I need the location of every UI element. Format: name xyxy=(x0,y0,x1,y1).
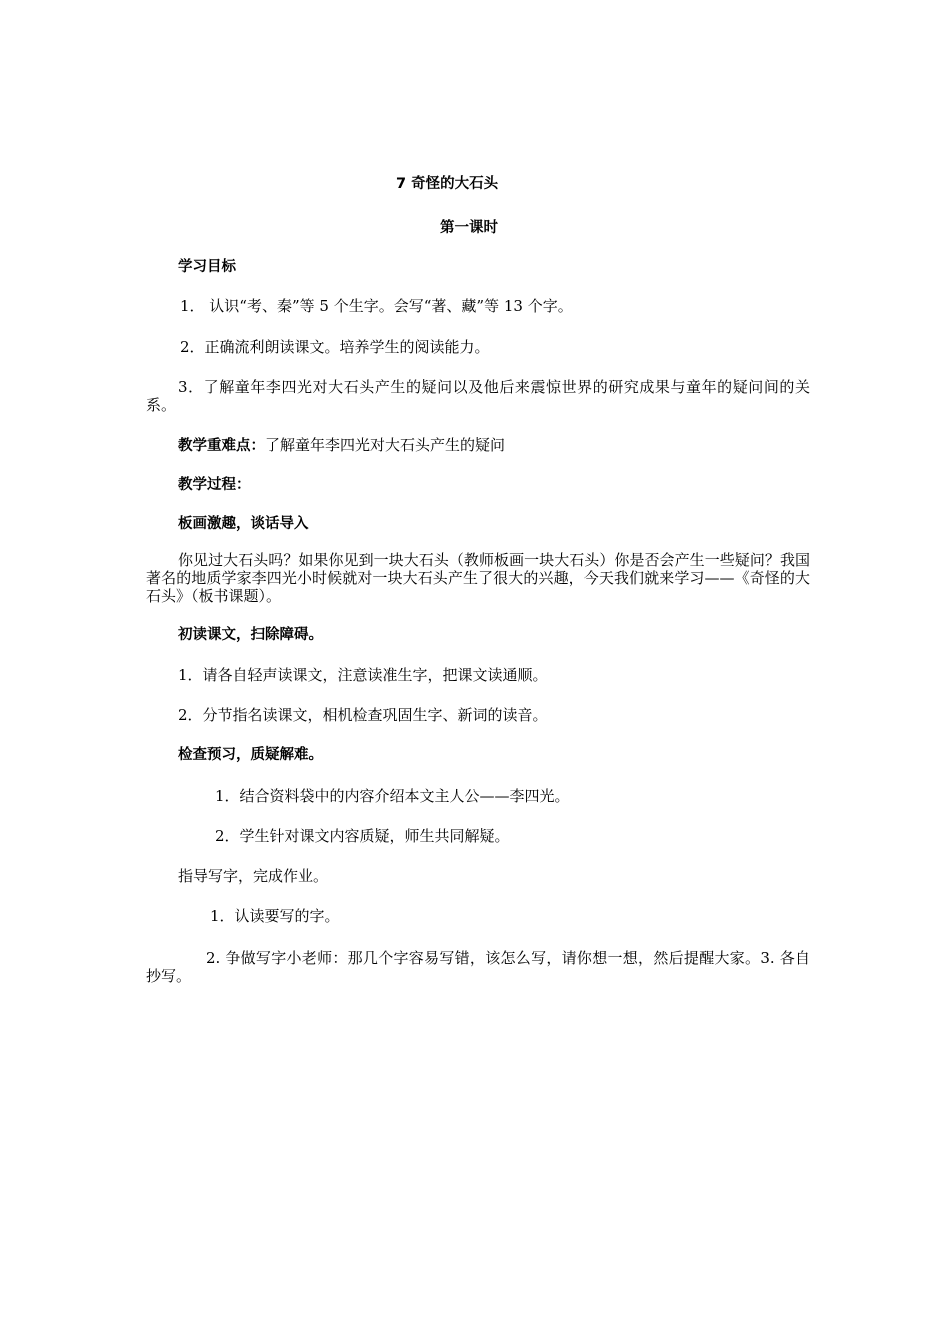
objective-2: 2．正确流利朗读课文。培养学生的阅读能力。 xyxy=(180,338,490,356)
section-1-heading: 板画激趣，谈话导入 xyxy=(178,516,309,532)
document-title: 7 奇怪的大石头 xyxy=(396,176,499,192)
section-2-item-1: 1．请各自轻声读课文，注意读准生字，把课文读通顺。 xyxy=(178,666,548,684)
section-3-heading: 检查预习，质疑解难。 xyxy=(178,747,323,763)
process-heading: 教学过程： xyxy=(178,477,251,493)
section-4-item-1: 1．认读要写的字。 xyxy=(210,907,340,925)
objectives-heading: 学习目标 xyxy=(178,259,236,275)
section-2-item-2: 2．分节指名读课文，相机检查巩固生字、新词的读音。 xyxy=(178,706,548,724)
section-3-item-1: 1．结合资料袋中的内容介绍本文主人公——李四光。 xyxy=(215,787,570,805)
section-2-heading: 初读课文，扫除障碍。 xyxy=(178,627,323,643)
section-3-item-2: 2．学生针对课文内容质疑，师生共同解疑。 xyxy=(215,827,510,845)
key-point-label: 教学重难点： xyxy=(178,438,265,454)
objective-3: 3．了解童年李四光对大石头产生的疑问以及他后来震惊世界的研究成果与童年的疑问间的关系。 xyxy=(146,378,810,414)
section-4-item-2: 2. 争做写字小老师：那几个字容易写错，该怎么写，请你想一想，然后提醒大家。3. 各自抄写。 xyxy=(146,949,810,985)
key-point-text: 了解童年李四光对大石头产生的疑问 xyxy=(265,436,506,454)
document-subtitle: 第一课时 xyxy=(440,220,498,236)
section-1-paragraph: 你见过大石头吗？如果你见到一块大石头（教师板画一块大石头）你是否会产生一些疑问？我国著名的地质学家李四光小时候就对一块大石头产生了很大的兴趣，今天我们就来学习——《奇怪的大石头》（板书课题）。 xyxy=(146,551,810,605)
objective-1: 1． 认识“考、秦”等 5 个生字。会写“著、藏”等 13 个字。 xyxy=(180,297,573,315)
key-point xyxy=(178,436,505,455)
section-4-heading: 指导写字，完成作业。 xyxy=(178,867,329,885)
